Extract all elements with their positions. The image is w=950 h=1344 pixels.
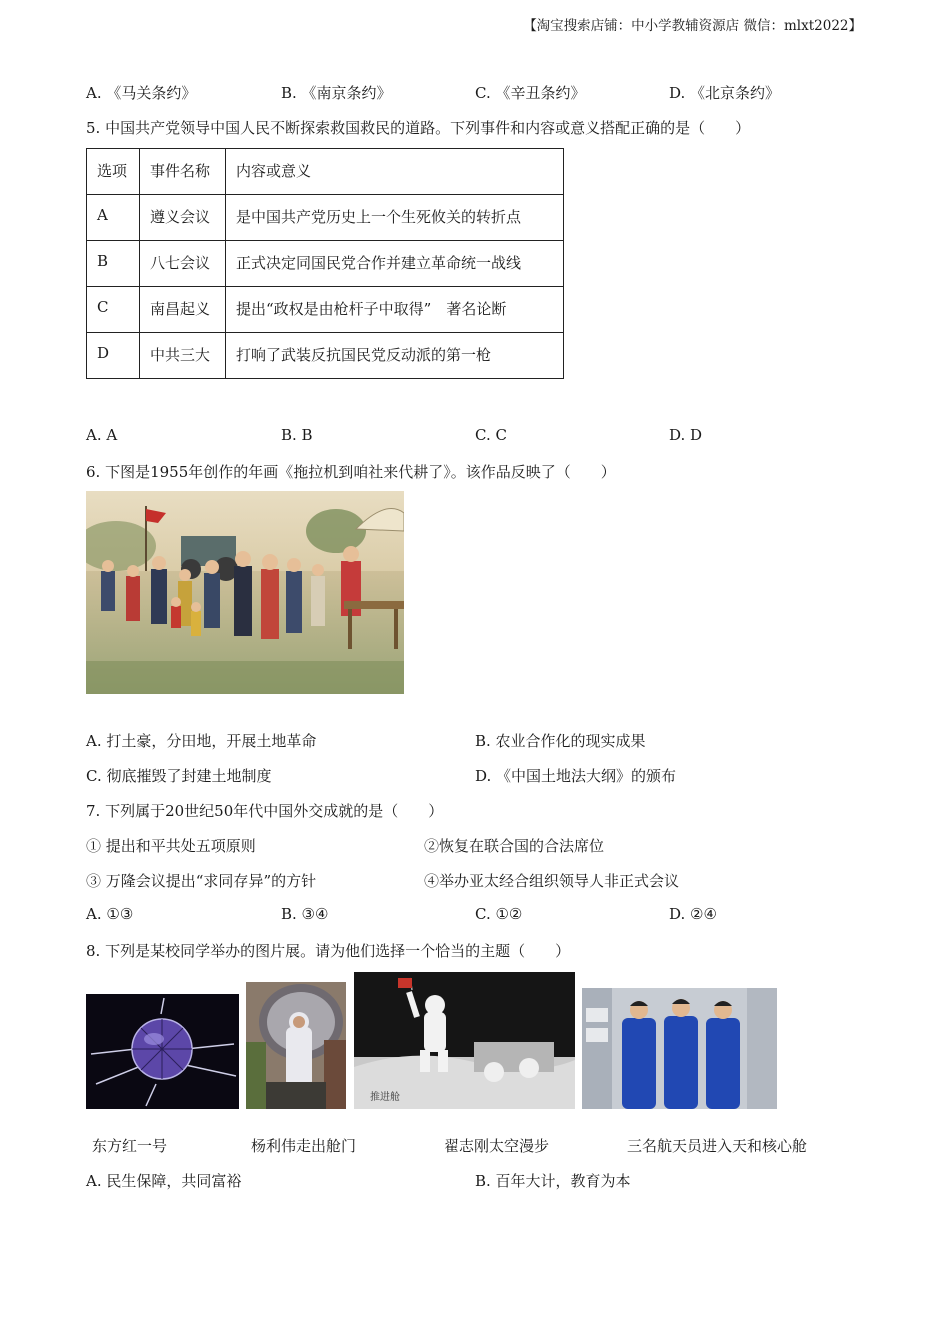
photo-caption-1: 东方红一号: [92, 1137, 168, 1155]
table-cell: 遵义会议: [140, 195, 226, 241]
table-header-cell: 内容或意义: [226, 149, 564, 195]
astronaut-exit-hatch-photo: [246, 982, 346, 1109]
table-cell: A: [87, 195, 140, 241]
q7-item-4: ④举办亚太经合组织领导人非正式会议: [424, 872, 680, 890]
table-cell: 中共三大: [140, 333, 226, 379]
table-row: [87, 241, 564, 287]
q7-item-1: ① 提出和平共处五项原则: [86, 837, 256, 855]
table-cell: 正式决定同国民党合作并建立革命统一战线: [226, 241, 564, 287]
table-header-row: [87, 149, 564, 195]
q5-option-a: A. A: [86, 426, 118, 444]
three-astronauts-photo: [582, 988, 777, 1109]
page-header: 【淘宝搜索店铺：中小学教辅资源店 微信：mlxt2022】: [523, 18, 862, 34]
q7-option-c: C. ①②: [475, 905, 523, 923]
q5-table: [86, 148, 564, 379]
table-header-cell: 事件名称: [140, 149, 226, 195]
q6-stem: 6. 下图是1955年创作的年画《拖拉机到咱社来代耕了》。该作品反映了（ ）: [86, 463, 616, 481]
photo-caption-overlay: 推进舱: [370, 1092, 400, 1103]
q8-stem: 8. 下列是某校同学举办的图片展。请为他们选择一个恰当的主题（ ）: [86, 942, 571, 960]
table-cell: C: [87, 287, 140, 333]
q7-option-a: A. ①③: [86, 905, 134, 923]
q7-item-2: ②恢复在联合国的合法席位: [424, 837, 605, 855]
table-cell: 打响了武装反抗国民党反动派的第一枪: [226, 333, 564, 379]
spacewalk-photo: [354, 972, 575, 1109]
table-cell: 提出“政权是由枪杆子中取得” 著名论断: [226, 287, 564, 333]
q8-option-b: B. 百年大计，教育为本: [475, 1172, 631, 1190]
table-cell: 南昌起义: [140, 287, 226, 333]
q4-option-b: B. 《南京条约》: [281, 84, 392, 102]
photo-caption-2: 杨利伟走出舱门: [251, 1137, 357, 1155]
q5-option-d: D. D: [669, 426, 703, 444]
table-cell: B: [87, 241, 140, 287]
q8-option-a: A. 民生保障，共同富裕: [86, 1172, 242, 1190]
photo-caption-3: 翟志刚太空漫步: [444, 1137, 550, 1155]
table-header-cell: 选项: [87, 149, 140, 195]
q4-option-a: A. 《马关条约》: [86, 84, 197, 102]
q6-option-c: C. 彻底摧毁了封建土地制度: [86, 767, 272, 785]
q6-option-a: A. 打土豪，分田地，开展土地革命: [86, 732, 317, 750]
q5-option-c: C. C: [475, 426, 507, 444]
q7-option-b: B. ③④: [281, 905, 329, 923]
satellite-photo: [86, 994, 239, 1109]
q7-option-d: D. ②④: [669, 905, 717, 923]
table-cell: 八七会议: [140, 241, 226, 287]
new-year-painting-image: [86, 491, 404, 694]
q6-option-b: B. 农业合作化的现实成果: [475, 732, 646, 750]
q7-stem: 7. 下列属于20世纪50年代中国外交成就的是（ ）: [86, 802, 444, 820]
table-cell: 是中国共产党历史上一个生死攸关的转折点: [226, 195, 564, 241]
q4-option-d: D. 《北京条约》: [669, 84, 781, 102]
q5-stem: 5. 中国共产党领导中国人民不断探索救国救民的道路。下列事件和内容或意义搭配正确的是（ ）: [86, 119, 751, 137]
table-cell: D: [87, 333, 140, 379]
table-row: [87, 333, 564, 379]
q5-option-b: B. B: [281, 426, 313, 444]
photo-caption-4: 三名航天员进入天和核心舱: [627, 1137, 808, 1155]
table-row: [87, 287, 564, 333]
q6-option-d: D. 《中国土地法大纲》的颁布: [475, 767, 677, 785]
q7-item-3: ③ 万隆会议提出“求同存异”的方针: [86, 872, 317, 890]
table-row: [87, 195, 564, 241]
q4-option-c: C. 《辛丑条约》: [475, 84, 586, 102]
